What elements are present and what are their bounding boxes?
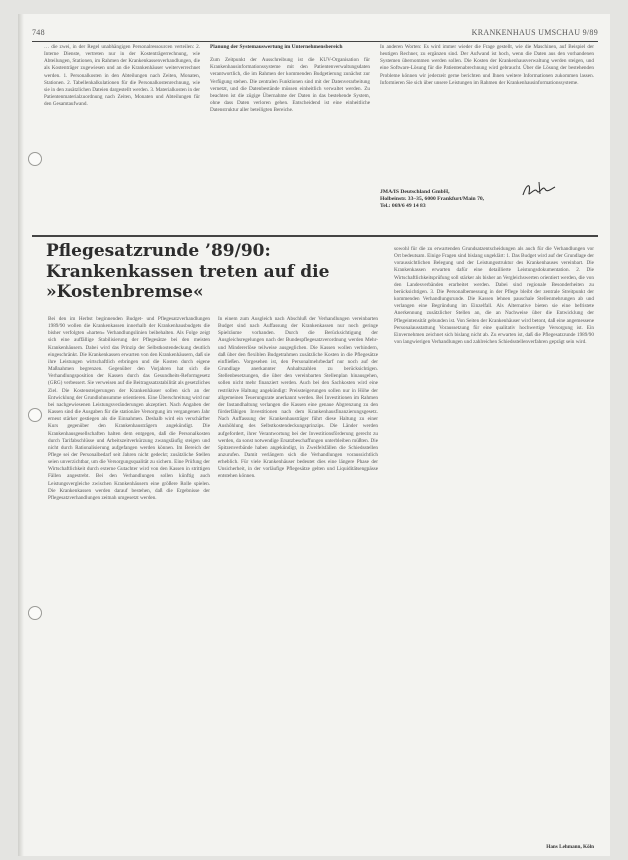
article-col1-text: Bei den im Herbst beginnenden Budget- und Pflegesatzverhandlungen 1989/90 wollen die Krankenkassen innerhalb der Krankenhausbudgets die bisher verfolgten »harten« Verhandlungslinien beibehalten. Als Folge zeigt sich eine auffällige Stabilisierung der Pflegesätze bei den meisten Krankenhäusern. Dabei wird das Prinzip der Selbstkostendeckung deutlich eingeschränkt. Die Krankenkassen erwarten von den Krankenhäusern, daß sie ihre Leistungen wirtschaftlich erbringen und die Kosten durch eigene Maßnahmen begrenzen. Gegenüber den Vorjahren hat sich die Verhandlungsposition der Kassen durch das Gesundheits-Reformgesetz (GRG) verbessert. Sie verweisen auf die Beitragssatzstabilität als gesetzliches Ziel. Die Kostensteigerungen der Krankenhäuser sollen sich an der Entwicklung der Grundlohnsumme orientieren. Eine Überschreitung wird nur bei nachgewiesenen Leistungsveränderungen akzeptiert. Nach Angaben der Kassen sind die Ausgaben für die stationäre Versorgung im vergangenen Jahr erneut stärker gestiegen als die Einnahmen. Deshalb wird ein verschärfter Kurs gegenüber den Krankenhausträgern angekündigt. Die Krankenhausgesellschaften halten dem entgegen, daß die Personalkosten durch Tarifabschlüsse und Arbeitszeitverkürzung zwangsläufig steigen und nicht durch Rationalisierung aufgefangen werden können. Im Bereich der Pflege sei der Personalbedarf seit Jahren nicht gedeckt; zusätzliche Stellen seien unverzichtbar, um die Versorgungsqualität zu sichern. Eine Prüfung der Wirtschaftlichkeit durch externe Gutachter wird von den Kassen in strittigen Fällen angestrebt. Bei den Verhandlungen sollen künftig auch Leistungsvergleiche zwischen Krankenhäusern eine größere Rolle spielen. Die Krankenkassen werden darauf bestehen, daß die Ergebnisse der Pflegesatzverhandlungen zeitnah umgesetzt werden. <box>48 316 210 501</box>
top-col2-text: Zum Zeitpunkt der Ausschreibung ist die KUV-Organisation für Krankenhausinformationssysteme mit den Patientenverwaltungsdaten verantwortlich, die im Rahmen der kommenden Budgetierung zunächst zur Verfügung stehen. Die zentralen Funktionen sind mit der Datenverarbeitung vernetzt, und die Datenbestände müssen einheitlich verwaltet werden. Zu beachten ist die zügige Übernahme der Daten in das bestehende System, ohne dass Daten verloren gehen. Entscheidend ist eine einheitliche Datenstruktur aller beteiligten Bereiche. <box>210 57 370 114</box>
binder-hole <box>28 606 42 620</box>
scanned-page <box>18 14 610 856</box>
top-col3-text: In anderen Worten: Es wird immer wieder die Frage gestellt, wie die Maschinen, auf Beispiel der heutigen Rechner, zu ergänzen sind. Der Aufwand ist hoch, wenn die Daten aus den vorhandenen Systemen übernommen werden sollen. Die Kosten der Krankenhausverwaltung werden steigen, und eine Software-Lösung für die Patientenabrechnung wird gebraucht. Über die Lösung der bestehenden Probleme können wir jederzeit gerne berichten und Ihnen weitere Informationen zukommen lassen. Informieren Sie sich über unsere Leistungen im Rahmen der Krankenhausinformationssysteme. <box>380 44 594 86</box>
top-col2-heading: Planung der Systemauswertung im Unternehmensbereich <box>210 44 343 50</box>
address-line: JMA/IS Deutschland GmbH, <box>380 189 450 195</box>
article-col3-text: sowohl für die zu erwartenden Grundsatzentscheidungen als auch für die Verhandlungen vor Ort bedeutsam. Einige Fragen sind bislang ungeklärt: 1. Das Budget wird auf der Grundlage der voraussichtlichen Belegung und der Leistungsstruktur des Krankenhauses vereinbart. Die Krankenkassen erwarten dafür eine detaillierte Leistungsdokumentation. 2. Die Wirtschaftlichkeitsprüfung soll stärker als bisher an Vergleichswerten orientiert werden, die von den Landesverbänden erarbeitet werden. Dabei sind regionale Besonderheiten zu berücksichtigen. 3. Die Personalbemessung in der Pflege bleibt der zentrale Streitpunkt der kommenden Verhandlungsrunde. Die Kassen lehnen pauschale Stellenmehrungen ab und verlangen eine Begründung im Einzelfall. Als Alternative bieten sie eine befristete Anerkennung zusätzlicher Stellen an, die an Nachweise über die Entwicklung der Pflegeintensität gebunden ist. Von Seiten der Krankenhäuser wird betont, daß eine angemessene Personalausstattung Voraussetzung für eine qualitativ hochwertige Versorgung ist. Ein Einvernehmen zeichnet sich bislang nicht ab. Zu erwarten ist, daß die Pflegesatzrunde 1989/90 von langwierigen Verhandlungen und zahlreichen Schiedsstellenverfahren geprägt sein wird. <box>394 246 594 346</box>
top-column-2 <box>210 44 370 232</box>
top-column-3 <box>380 44 594 184</box>
header-rule <box>32 41 598 42</box>
article-author: Hans Lehmann, Köln <box>546 844 594 850</box>
running-title: KRANKENHAUS UMSCHAU 9/89 <box>471 28 598 37</box>
top-column-1 <box>44 44 200 184</box>
author-line <box>394 844 594 853</box>
article-col2-text: In einem zum Ausgleich nach Abschluß der Verhandlungen vereinbarten Budget sind nach Auffassung der Krankenkassen nur noch geringe Spielräume vorhanden. Durch die Berücksichtigung der Ausgleichsregelungen nach der Bundespflegesatzverordnung werden Mehr- und Mindererlöse teilweise ausgeglichen. Die Kassen wollen verhindern, daß über den flexiblen Budgetrahmen zusätzliche Kosten in die Pflegesätze einfließen. Vorgesehen ist, den Personalmehrbedarf nur noch auf der Grundlage anerkannter Anhaltszahlen zu berücksichtigen. Stellenbesetzungen, die über den vereinbarten Stellenplan hinausgehen, sollen nicht mehr finanziert werden. Auch bei den Sachkosten wird eine restriktive Haltung angekündigt: Preissteigerungen sollen nur in Höhe der allgemeinen Teuerungsrate anerkannt werden. Bei Investitionen im Rahmen der Instandhaltung verlangen die Kassen eine genaue Abgrenzung zu den förderfähigen Investitionen nach dem Krankenhausfinanzierungsgesetz. Nach Auffassung der Krankenhausträger führt diese Haltung zu einer Aushöhlung des Selbstkostendeckungsprinzips. Die Länder werden aufgefordert, ihrer Verantwortung bei der Investitionsförderung gerecht zu werden, da sonst notwendige Ersatzbeschaffungen unterbleiben müßten. Die Spitzenverbände haben angekündigt, in Zweifelsfällen die Schiedsstellen anzurufen. Damit verlängern sich die Verhandlungen voraussichtlich erheblich. Für viele Krankenhäuser bedeutet dies eine längere Phase der Unsicherheit, in der vorläufige Pflegesätze gelten und Liquiditätsengpässe entstehen können. <box>218 316 378 480</box>
binder-hole <box>28 152 42 166</box>
page-edge-shadow <box>18 14 24 856</box>
article-headline: Pflegesatzrunde ’89/90: Krankenkassen treten auf die »Kostenbremse« <box>46 241 330 302</box>
address-line: Tel.: 069/6 49 14 83 <box>380 203 426 210</box>
address-line: Holbeinstr. 33–35, 6000 Frankfurt/Main 70, <box>380 196 485 203</box>
article-column-3 <box>394 246 594 842</box>
article-column-1 <box>48 316 210 852</box>
binder-hole <box>28 408 42 422</box>
top-col1-text: … die zwei, in der Regel unabhängigen Personalressourcen verteilen: 2. Interne Dienste, vertreten nur in der Kostenträgerrechnung, wie Abteilungen, Stationen, im Rahmen der Krankenkassenverhandlungen, die als Kostenträger zugewiesen und an die Krankenhäuser weiterverrechnet werden. 1. Personalkosten in den Abteilungen nach Zeiten, Monaten, Stationen. 2. Tabellenkalkulationen für die Personalkostenrechnung, wie sie in den zusätzlichen Dateien dargestellt werden. 3. Materialkosten in der Patientenmaterialzuordnung nach Zeiten, Monaten und Abteilungen für den Gesamtaufwand. <box>44 44 200 108</box>
article-column-2 <box>218 316 378 852</box>
section-divider <box>32 235 598 237</box>
page-number: 748 <box>32 28 45 37</box>
company-address <box>380 189 594 211</box>
